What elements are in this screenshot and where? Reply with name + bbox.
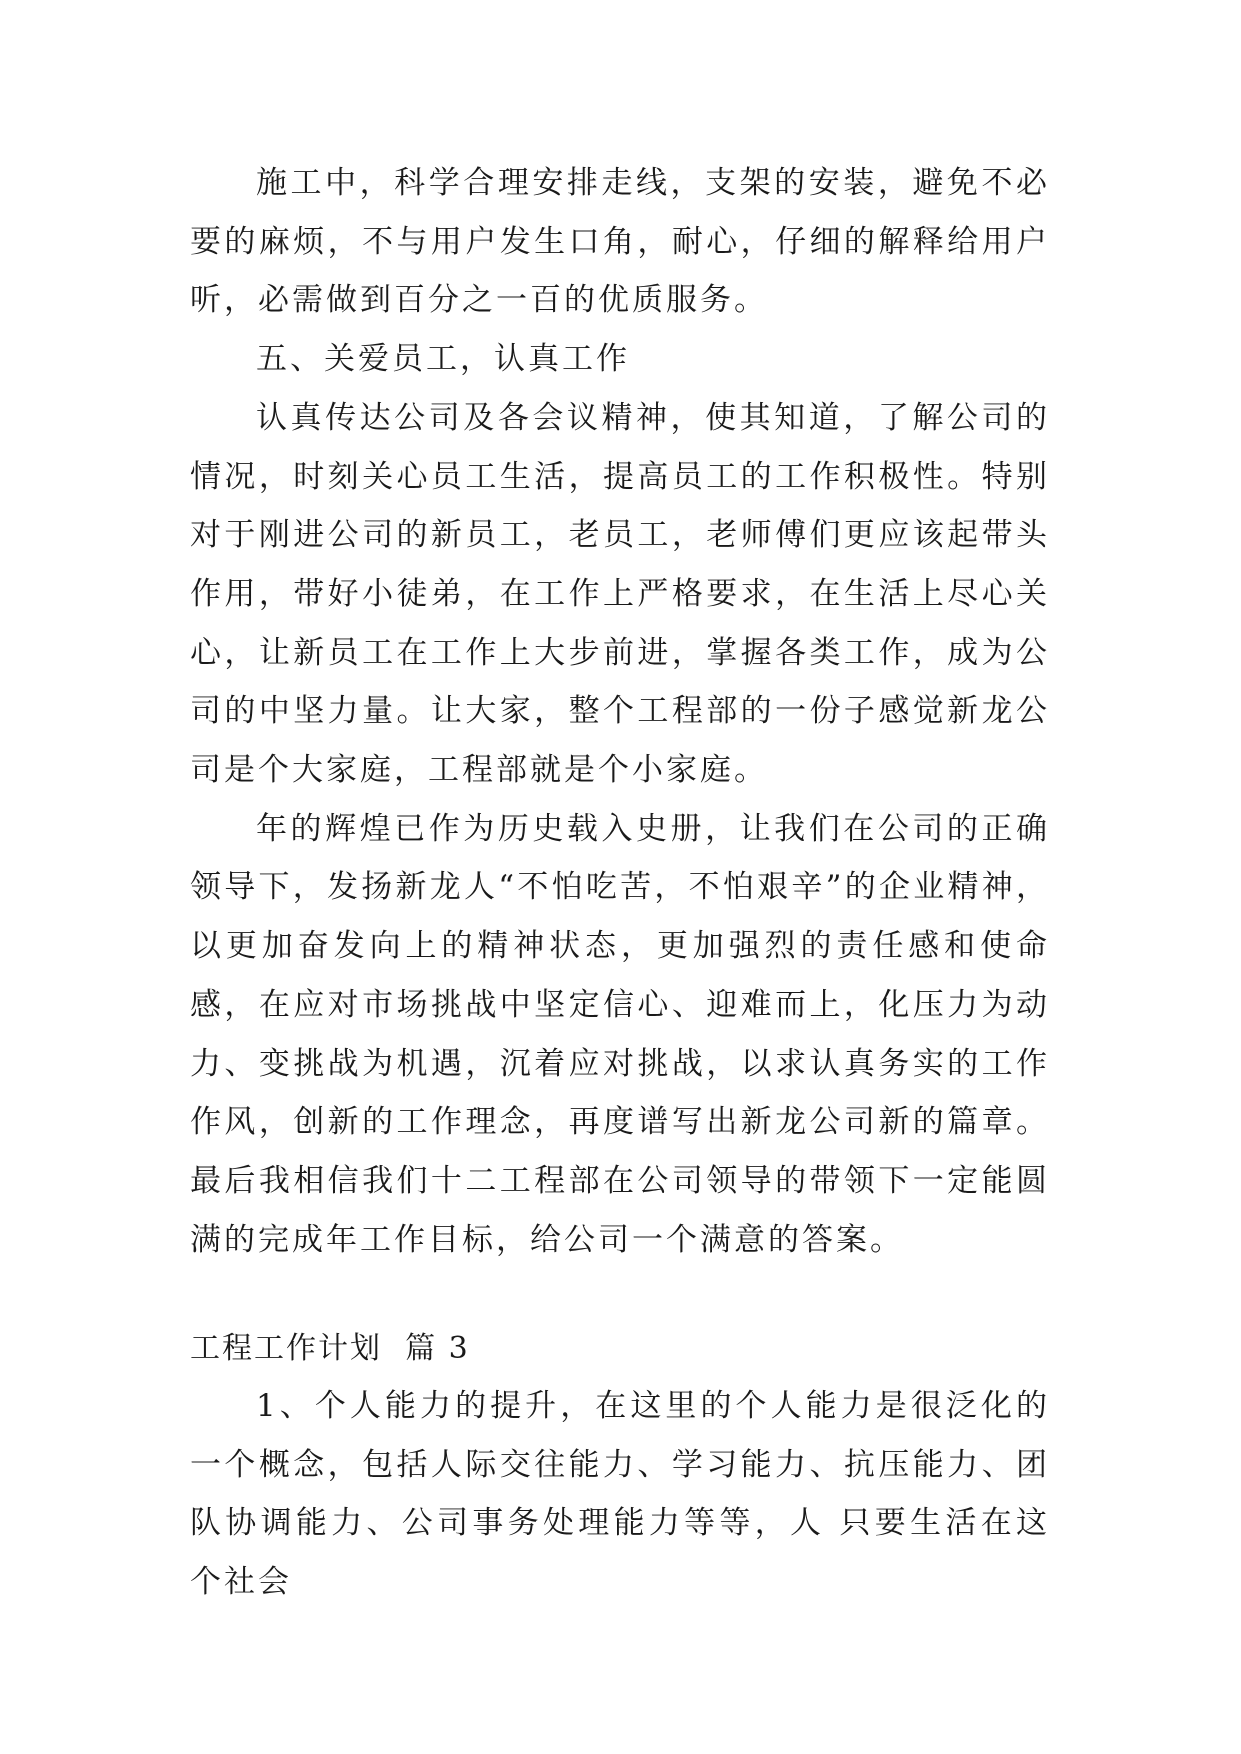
paragraph-closing-outlook: 年的辉煌已作为历史载入史册，让我们在公司的正确领导下，发扬新龙人“不怕吃苦，不怕艰辛”的企业精神，以更加奋发向上的精神状态，更加强烈的责任感和使命感，在应对市场挑战中坚定信心、迎难而上，化压力为动力、变挑战为机遇，沉着应对挑战，以求认真务实的工作作风，创新的工作理念，再度谱写出新龙公司新的篇章。最后我相信我们十二工程部在公司领导的带领下一定能圆满的完成年工作目标，给公司一个满意的答案。 [190,810,1050,1258]
document-body-part1 [190,154,1050,1269]
paragraph-construction-service: 施工中，科学合理安排走线，支架的安装，避免不必要的麻烦，不与用户发生口角，耐心，仔细的解释给用户听，必需做到百分之一百的优质服务。 [190,165,1050,319]
section-title: 工程工作计划 篇 3 [190,1331,470,1366]
document-body-part2 [190,1377,1050,1612]
paragraph-personal-ability: 1、个人能力的提升，在这里的个人能力是很泛化的一个概念，包括人际交往能力、学习能力、抗压能力、团队协调能力、公司事务处理能力等等，人 只要生活在这个社会 [190,1388,1050,1601]
paragraph-staff-care: 认真传达公司及各会议精神，使其知道，了解公司的情况，时刻关心员工生活，提高员工的工作积极性。特别对于刚进公司的新员工，老员工，老师傅们更应该起带头作用，带好小徒弟，在工作上严格要求，在生活上尽心关心，让新员工在工作上大步前进，掌握各类工作，成为公司的中坚力量。让大家，整个工程部的一份子感觉新龙公司是个大家庭，工程部就是个小家庭。 [190,399,1050,789]
heading-care-for-staff: 五、关爱员工，认真工作 [256,341,630,378]
